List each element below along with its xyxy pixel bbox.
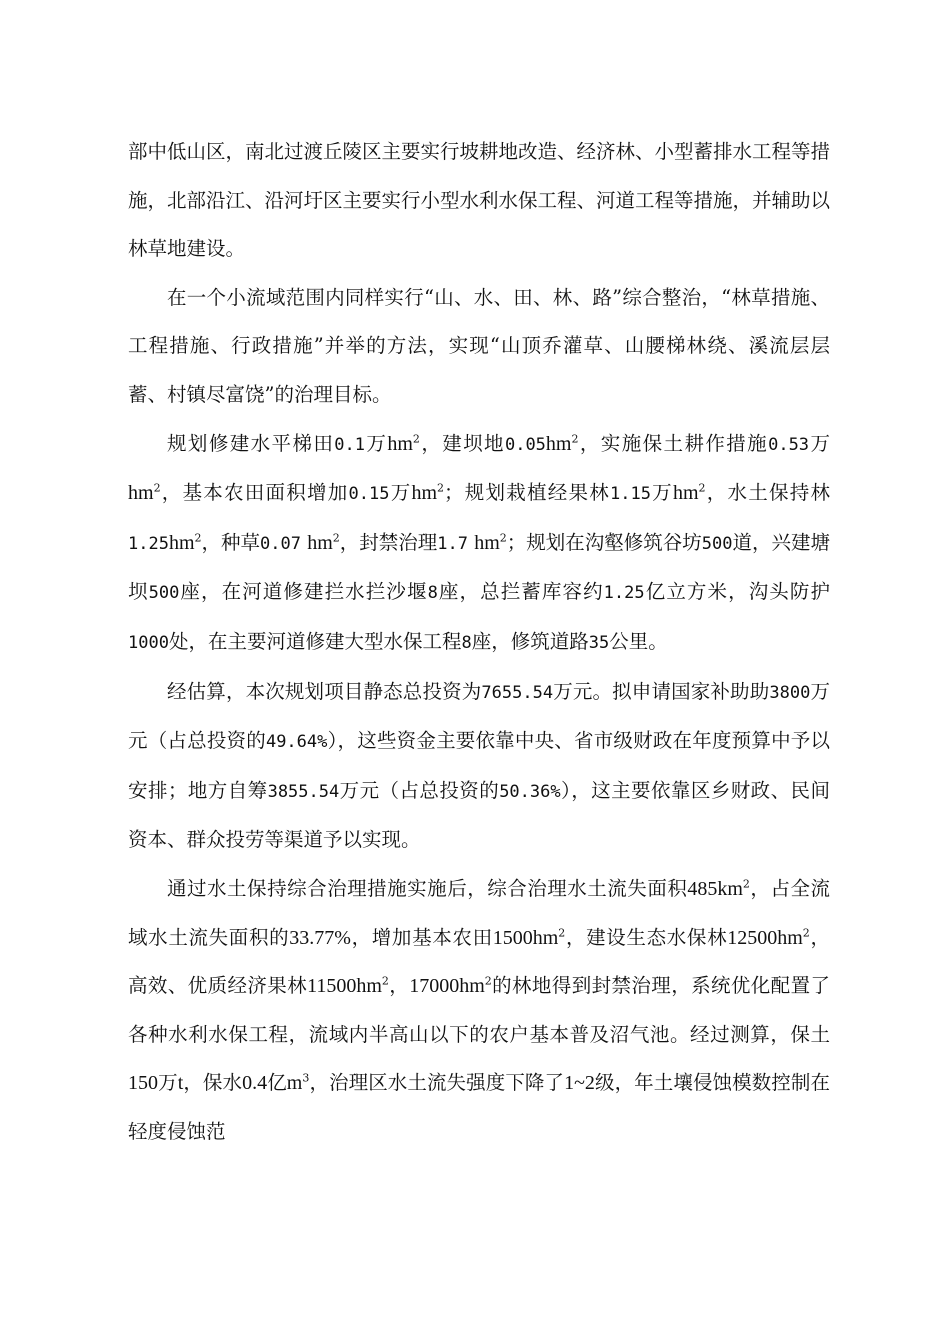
text-segment: 万元（占总投资的 <box>339 778 500 802</box>
text-segment: 万元（占总投资的 <box>128 679 830 753</box>
number-value: 8 <box>427 583 438 604</box>
number-value: 49.64% <box>265 732 328 753</box>
unit-superscript: 2 <box>571 432 579 446</box>
text-segment: ；规划栽植经果林 <box>444 481 610 505</box>
text-segment: 座，修筑道路 <box>471 629 589 653</box>
text-segment: 道，兴建塘坝 <box>128 530 830 604</box>
text-segment: 亿立方米，沟头防护 <box>644 580 830 604</box>
unit-text: hm <box>545 432 572 455</box>
unit-text: hm <box>474 531 500 554</box>
number-value: 12500hm <box>727 926 803 949</box>
paragraph-text: 在一个小流域范围内同样实行“山、水、田、林、路”综合整治，“林草措施、工程措施、行政措施”并举的方法，实现“山顶乔灌草、山腰梯林绕、溪流层层蓄、村镇尽富饶”的治理目标。 <box>128 285 830 406</box>
text-segment: 处，在主要河道修建大型水保工程 <box>168 629 462 653</box>
number-value: 1.25 <box>603 583 645 604</box>
text-segment: 万 <box>809 431 830 455</box>
text-segment: 座，总拦蓄库容约 <box>437 580 604 604</box>
text-segment: ，建坝地 <box>419 431 505 455</box>
text-segment: 万 <box>158 1071 178 1095</box>
text-segment: ， <box>388 974 410 998</box>
unit-superscript: 2 <box>558 926 566 939</box>
unit-superscript: 2 <box>742 877 750 891</box>
unit-text: hm <box>307 531 333 554</box>
number-value: 3855.54 <box>267 781 340 802</box>
number-value: 0.07 <box>260 533 301 554</box>
number-value: 1.15 <box>609 484 651 505</box>
text-segment: ），这主要依靠区乡财政、民间资本、群众投劳等渠道予以实现。 <box>128 778 830 852</box>
number-value: 500 <box>148 583 180 604</box>
number-value: 1000 <box>128 632 169 653</box>
text-segment: ，高效、优质经济果林 <box>128 925 830 998</box>
number-value: 0.53 <box>768 434 810 455</box>
text-segment: ，保水 <box>183 1071 243 1095</box>
number-value: 485km <box>687 877 743 900</box>
unit-text: hm <box>128 482 154 505</box>
text-segment: 公里。 <box>609 629 668 653</box>
text-segment: 万 <box>365 431 388 455</box>
number-value: 7655.54 <box>481 682 554 703</box>
paragraph-planning-measures <box>128 420 830 668</box>
paragraph-text: 部中低山区，南北过渡丘陵区主要实行坡耕地改造、经济林、小型蓄排水工程等措施，北部沿江、沿河圩区主要实行小型水利水保工程、河道工程等措施，并辅助以林草地建设。 <box>128 140 831 261</box>
number-value: 0.15 <box>348 484 390 505</box>
number-value: 8 <box>461 632 472 653</box>
paragraph-investment-estimate <box>128 668 830 865</box>
text-segment: ，实施保土耕作措施 <box>578 431 769 455</box>
unit-superscript: 2 <box>381 974 389 988</box>
number-value: 17000hm <box>409 975 485 998</box>
number-value: 1500hm <box>492 926 559 949</box>
unit-superscript: 2 <box>484 974 492 988</box>
text-segment: ，基本农田面积增加 <box>160 481 349 505</box>
text-segment: 亿 <box>267 1071 287 1095</box>
unit-superscript: 2 <box>153 481 161 495</box>
number-value: 11500hm <box>307 975 382 998</box>
text-segment: 万 <box>650 481 673 505</box>
text-segment: 级，年土壤侵蚀模数控制在轻度侵蚀范 <box>128 1071 830 1143</box>
number-value: 150 <box>128 1072 158 1095</box>
unit-superscript: 2 <box>332 531 340 545</box>
text-segment: 经估算，本次规划项目静态总投资为 <box>167 679 482 703</box>
text-segment: ，水土保持林 <box>705 481 830 505</box>
document-body <box>128 128 830 1156</box>
number-value: 0.05 <box>504 434 546 455</box>
number-value: 1.7 <box>437 533 468 554</box>
unit-superscript: 2 <box>194 531 202 545</box>
text-segment: 万元。拟申请国家补助助 <box>553 679 770 703</box>
number-value: 3800 <box>769 682 811 703</box>
paragraph-governance-approach <box>128 274 830 420</box>
unit-text: m <box>286 1072 303 1095</box>
number-value: 1~2 <box>564 1072 595 1095</box>
text-segment: ），这些资金主要依靠中央、省市级财政在年度预算中予以安排；地方自筹 <box>128 729 830 802</box>
unit-superscript: 2 <box>698 481 706 495</box>
number-value: 33.77% <box>289 926 351 949</box>
unit-superscript: 2 <box>499 531 507 545</box>
text-segment: 座，在河道修建拦水拦沙堰 <box>179 580 428 604</box>
paragraph-continued <box>128 128 830 274</box>
text-segment: ，增加基本农田 <box>350 925 493 949</box>
text-segment: 的林地得到封禁治理，系统优化配置了各种水利水保工程，流域内半高山以下的农户基本普及沼气池。经过测算，保土 <box>128 974 830 1046</box>
number-value: 50.36% <box>499 781 561 802</box>
number-value: 1.25 <box>128 533 169 554</box>
unit-superscript: 3 <box>302 1071 310 1085</box>
number-value: 0.1 <box>334 434 366 455</box>
text-segment: ，种草 <box>201 530 261 554</box>
unit-text: hm <box>168 531 195 554</box>
text-segment: ；规划在沟壑修筑谷坊 <box>506 530 702 554</box>
text-segment: 万 <box>389 481 412 505</box>
text-segment: ，封禁治理 <box>339 530 438 554</box>
unit-superscript: 2 <box>412 432 420 446</box>
number-value: 500 <box>701 533 733 554</box>
text-segment: ，占全流域水土流失面积的 <box>128 876 830 949</box>
unit-superscript: 2 <box>437 481 445 495</box>
number-value: 35 <box>588 632 610 653</box>
number-value: 0.4 <box>242 1072 268 1095</box>
text-segment: ，治理区水土流失强度下降了 <box>309 1071 565 1095</box>
unit-superscript: 2 <box>802 926 810 939</box>
text-segment: ，建设生态水保林 <box>565 925 728 949</box>
unit-text: hm <box>411 482 438 505</box>
unit-text: hm <box>672 482 699 505</box>
unit-text: t <box>177 1072 184 1095</box>
paragraph-expected-benefits <box>128 865 830 1157</box>
text-segment: 规划修建水平梯田 <box>167 431 335 455</box>
unit-text: hm <box>387 432 413 455</box>
text-segment: 通过水土保持综合治理措施实施后，综合治理水土流失面积 <box>167 876 688 900</box>
